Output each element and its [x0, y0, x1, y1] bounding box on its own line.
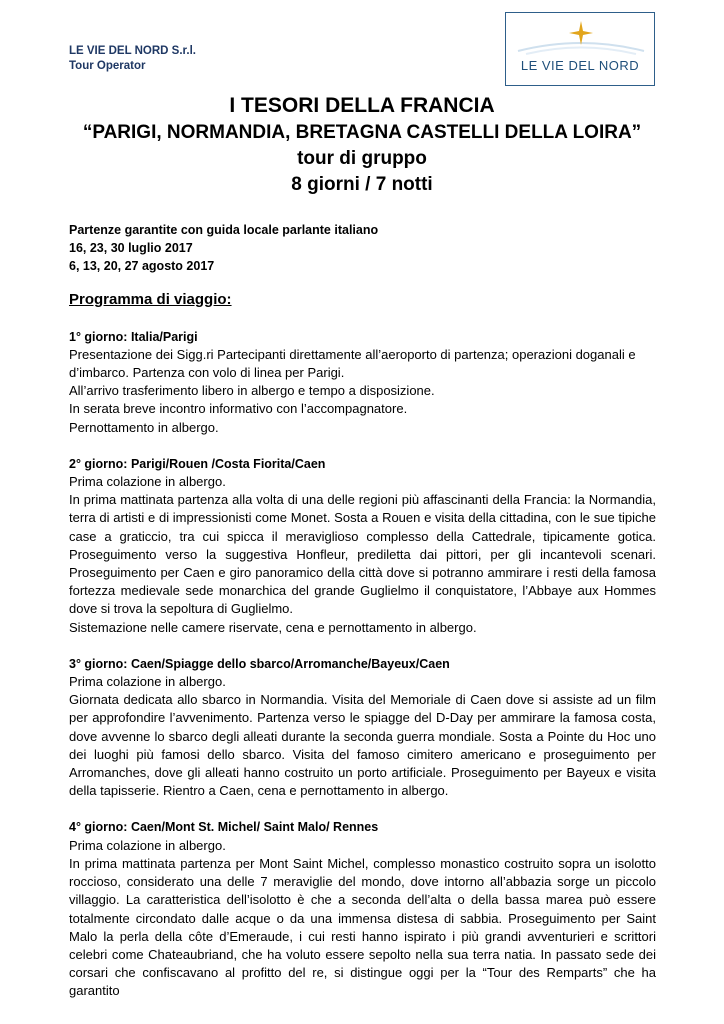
day-section: [69, 655, 656, 801]
company-header: [69, 44, 196, 74]
day-section: [69, 328, 656, 437]
company-logo: [505, 12, 655, 86]
day-section: [69, 455, 656, 637]
day-title: 3° giorno: Caen/Spiagge dello sbarco/Arromanche/Bayeux/Caen: [69, 656, 450, 671]
document-title: [0, 92, 724, 198]
departures-line: 6, 13, 20, 27 agosto 2017: [69, 259, 215, 274]
day-title: 1° giorno: Italia/Parigi: [69, 329, 198, 344]
day-paragraph: Prima colazione in albergo.: [69, 474, 226, 490]
day-title: 4° giorno: Caen/Mont St. Michel/ Saint Malo/ Rennes: [69, 820, 379, 835]
departures-line: Partenze garantite con guida locale parlante italiano: [69, 223, 379, 237]
day-section: [69, 818, 656, 1000]
day-paragraph: In prima mattinata partenza alla volta di una delle regioni più affascinanti della Francia: la Normandia, terra di artisti e di impressionisti come Monet. Sosta a Rouen e visita della cittadina, con le sue tipiche case a graticcio, tra cui spicca il meraviglioso complesso della Cattedrale, tipicamente gotica. Proseguimento verso la suggestiva Honfleur, prediletta dai pittori, per gli incantevoli scenari. Proseguimento per Caen e giro panoramico della città dove si potranno ammirare i resti della famosa fortezza medievale sede monarchica del grande Guglielmo il conquistatore, l’Abbaye aux Hommes dove si trova la sepoltura di Guglielmo.: [69, 492, 656, 617]
day-paragraph: Pernottamento in albergo.: [69, 419, 219, 435]
day-title: 2° giorno: Parigi/Rouen /Costa Fiorita/Caen: [69, 456, 326, 471]
program-heading: Programma di viaggio:: [69, 290, 232, 308]
star-icon: [506, 13, 656, 87]
company-name: LE VIE DEL NORD S.r.l.: [69, 45, 196, 57]
departures-line: 16, 23, 30 luglio 2017: [69, 241, 193, 256]
title-line-4: 8 giorni / 7 notti: [291, 174, 433, 195]
day-paragraph: In serata breve incontro informativo con l’accompagnatore.: [69, 401, 408, 417]
departures: [69, 221, 656, 276]
day-paragraph: Sistemazione nelle camere riservate, cena e pernottamento in albergo.: [69, 619, 477, 635]
document-body: [69, 221, 656, 1001]
day-paragraph: All’arrivo trasferimento libero in albergo e tempo a disposizione.: [69, 383, 435, 399]
title-line-1: I TESORI DELLA FRANCIA: [229, 94, 495, 117]
day-paragraph: In prima mattinata partenza per Mont Saint Michel, complesso monastico costruito sopra un isolotto roccioso, considerato una delle 7 meraviglie del mondo, dove intorno all’abbazia sorge un piccolo villaggio. La caratteristica dell’isolotto è che a seconda dell’alta o della bassa marea può essere totalmente circondato dalle acque o da una immensa distesa di sabbia. Proseguimento per Saint Malo la perla della côte d’Emeraude, i cui resti hanno ispirato i più grandi avventurieri e scrittori celebri come Chateaubriand, che ha voluto essere sepolto nella sua terra natia. In passato sede dei corsari che confiscavano al profitto del re, si distingue oggi per la “Tour des Remparts” che ha garantito: [69, 855, 656, 999]
day-paragraph: Prima colazione in albergo.: [69, 837, 226, 853]
day-paragraph: Prima colazione in albergo.: [69, 674, 226, 690]
logo-text: LE VIE DEL NORD: [520, 58, 640, 73]
title-line-2: “PARIGI, NORMANDIA, BRETAGNA CASTELLI DELLA LOIRA”: [82, 122, 642, 143]
company-subtitle: Tour Operator: [69, 60, 146, 72]
day-paragraph: Presentazione dei Sigg.ri Partecipanti direttamente all’aeroporto di partenza; operazioni doganali e d’imbarco. Partenza con volo di linea per Parigi.: [69, 346, 636, 381]
title-line-3: tour di gruppo: [297, 148, 427, 169]
day-paragraph: Giornata dedicata allo sbarco in Normandia. Visita del Memoriale di Caen dove si assiste ad un film per approfondire l’avvenimento. Partenza verso le spiagge del D-Day per ammirare la famosa costa, dove avvenne lo sbarco degli alleati durante la seconda guerra mondiale. Sosta a Pointe du Hoc uno dei luoghi più famosi dello sbarco. Visita del famoso cimitero americano e proseguimento per Arromanches, dove gli alleati hanno costruito un porto artificiale. Proseguimento per Bayeux e visita della tapisserie. Rientro a Caen, cena e pernottamento in albergo.: [69, 692, 656, 799]
